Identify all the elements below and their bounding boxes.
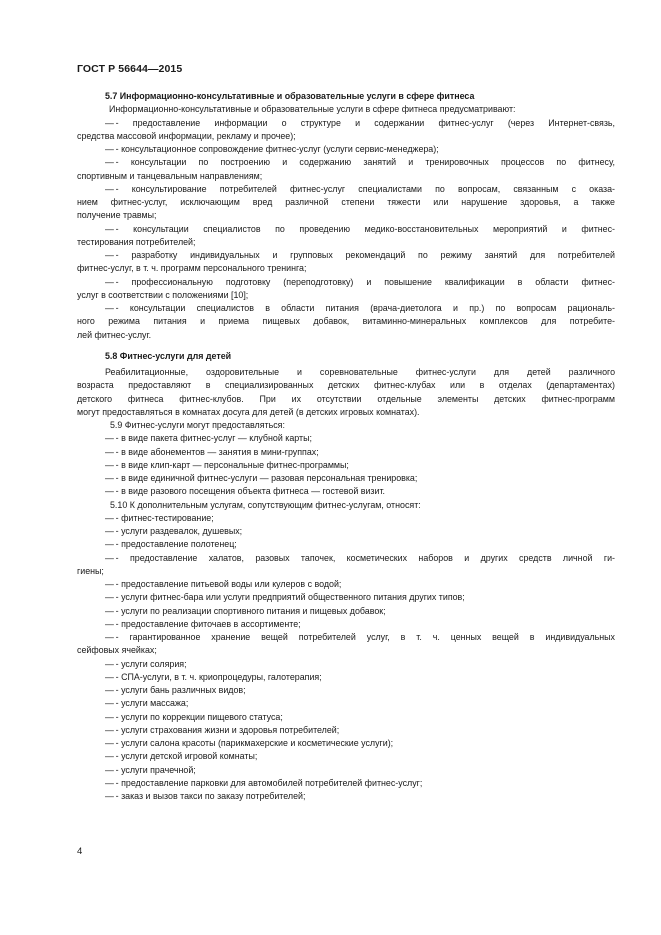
paragraph-line: детского фитнеса фитнес-клубов. При их отсутствии отдельные элементы детских фитнес-программ bbox=[77, 393, 615, 404]
paragraph-line: могут предоставляться в комнатах досуга для детей (в детских игровых комнатах). bbox=[77, 406, 420, 417]
list-item: — - в виде пакета фитнес-услуг — клубной карты; bbox=[77, 432, 615, 445]
list-item: — - консультирование потребителей фитнес-услуг специалистами по вопросам, связанным с оказа- bbox=[77, 183, 615, 196]
list-item-continuation: тестирования потребителей; bbox=[77, 236, 196, 247]
list-item: — - предоставление информации о структуре и содержании фитнес-услуг (через Интернет-связь, bbox=[77, 117, 615, 130]
list-item: — - в виде абонементов — занятия в мини-группах; bbox=[77, 446, 615, 459]
list-item: — - услуги фитнес-бара или услуги предприятий общественного питания других типов; bbox=[77, 591, 615, 604]
list-item: — - услуги прачечной; bbox=[77, 764, 615, 777]
list-item-continuation: услуг в соответствии с положениями [10]; bbox=[77, 289, 249, 300]
page-number: 4 bbox=[77, 846, 83, 857]
list-item: — - консультации специалистов по проведению медико-восстановительных мероприятий и фитнес- bbox=[77, 223, 615, 236]
list-item: — - услуги солярия; bbox=[77, 658, 615, 671]
section-intro-5-9: 5.9 Фитнес-услуги могут предоставляться: bbox=[110, 420, 285, 430]
list-item: — - СПА-услуги, в т. ч. криопроцедуры, галотерапия; bbox=[77, 671, 615, 684]
list-item: — - услуги бань различных видов; bbox=[77, 684, 615, 697]
paragraph-line: возраста предоставляют в специализированных детских фитнес-клубах или в отделах (департаментах) bbox=[77, 380, 615, 391]
list-item: — - консультации по построению и содержанию занятий и тренировочных процессов по фитнесу, bbox=[77, 156, 615, 169]
document-header: ГОСТ Р 56644—2015 bbox=[77, 63, 183, 75]
list-item: — - гарантированное хранение вещей потребителей услуг, в т. ч. ценных вещей в индивидуальных bbox=[77, 631, 615, 644]
list-item: — - услуги по коррекции пищевого статуса; bbox=[77, 711, 615, 724]
list-item: — - предоставление питьевой воды или кулеров с водой; bbox=[77, 578, 615, 591]
section-heading-5-7: 5.7 Информационно-консультативные и образовательные услуги в сфере фитнеса bbox=[105, 91, 475, 101]
list-item: — - услуги по реализации спортивного питания и пищевых добавок; bbox=[77, 605, 615, 618]
list-item: — - фитнес-тестирование; bbox=[77, 512, 615, 525]
list-item: — - услуги раздевалок, душевых; bbox=[77, 525, 615, 538]
list-item-continuation: нием фитнес-услуг, исключающим вред различной степени тяжести или нарушение здоровья, а также bbox=[77, 197, 615, 207]
list-item: — - в виде разового посещения объекта фитнеса — гостевой визит. bbox=[77, 485, 615, 498]
list-item: — - заказ и вызов такси по заказу потребителей; bbox=[77, 790, 615, 803]
list-item: — - в виде единичной фитнес-услуги — разовая персональная тренировка; bbox=[77, 472, 615, 485]
list-item-continuation: средства массовой информации, рекламу и прочее); bbox=[77, 130, 296, 141]
list-item: — - предоставление полотенец; bbox=[77, 538, 615, 551]
paragraph-line: Информационно-консультативные и образовательные услуги в сфере фитнеса предусматривают: bbox=[109, 104, 516, 115]
list-item-continuation: лей фитнес-услуг. bbox=[77, 329, 152, 340]
list-item: — - услуги страхования жизни и здоровья потребителей; bbox=[77, 724, 615, 737]
list-item-continuation: ного режима питания и приема пищевых добавок, витаминно-минеральных комплексов для потребите- bbox=[77, 316, 615, 327]
list-item-continuation: фитнес-услуг, в т. ч. программ персонального тренинга; bbox=[77, 263, 307, 274]
list-item-continuation: получение травмы; bbox=[77, 210, 157, 221]
section-intro-5-10: 5.10 К дополнительным услугам, сопутствующим фитнес-услугам, относят: bbox=[110, 499, 421, 510]
list-item-continuation: спортивным и танцевальным направлениям; bbox=[77, 170, 263, 181]
list-item: — - профессиональную подготовку (переподготовку) и повышение квалификации в области фитнес- bbox=[77, 276, 615, 289]
paragraph-line: Реабилитационные, оздоровительные и соревновательные фитнес-услуги для детей различного bbox=[105, 367, 615, 377]
list-item: — - консультации специалистов в области питания (врача-диетолога и пр.) по вопросам рациональ- bbox=[77, 302, 615, 315]
list-item: — - услуги массажа; bbox=[77, 697, 615, 710]
document-body bbox=[77, 90, 615, 803]
list-item: — - в виде клип-карт — персональные фитнес-программы; bbox=[77, 459, 615, 472]
section-heading-5-8: 5.8 Фитнес-услуги для детей bbox=[105, 350, 232, 361]
list-item: — - предоставление халатов, разовых тапочек, косметических наборов и других средств личной ги- bbox=[77, 552, 615, 565]
list-item-continuation: сейфовых ячейках; bbox=[77, 645, 157, 656]
list-item: — - услуги салона красоты (парикмахерские и косметические услуги); bbox=[77, 737, 615, 750]
list-item: — - консультационное сопровождение фитнес-услуг (услуги сервис-менеджера); bbox=[77, 143, 615, 156]
list-item: — - предоставление парковки для автомобилей потребителей фитнес-услуг; bbox=[77, 777, 615, 790]
list-item: — - разработку индивидуальных и групповых рекомендаций по режиму занятий для потребителей bbox=[77, 249, 615, 262]
list-item: — - услуги детской игровой комнаты; bbox=[77, 750, 615, 763]
list-item: — - предоставление фиточаев в ассортименте; bbox=[77, 618, 615, 631]
list-item-continuation: гиены; bbox=[77, 565, 104, 576]
